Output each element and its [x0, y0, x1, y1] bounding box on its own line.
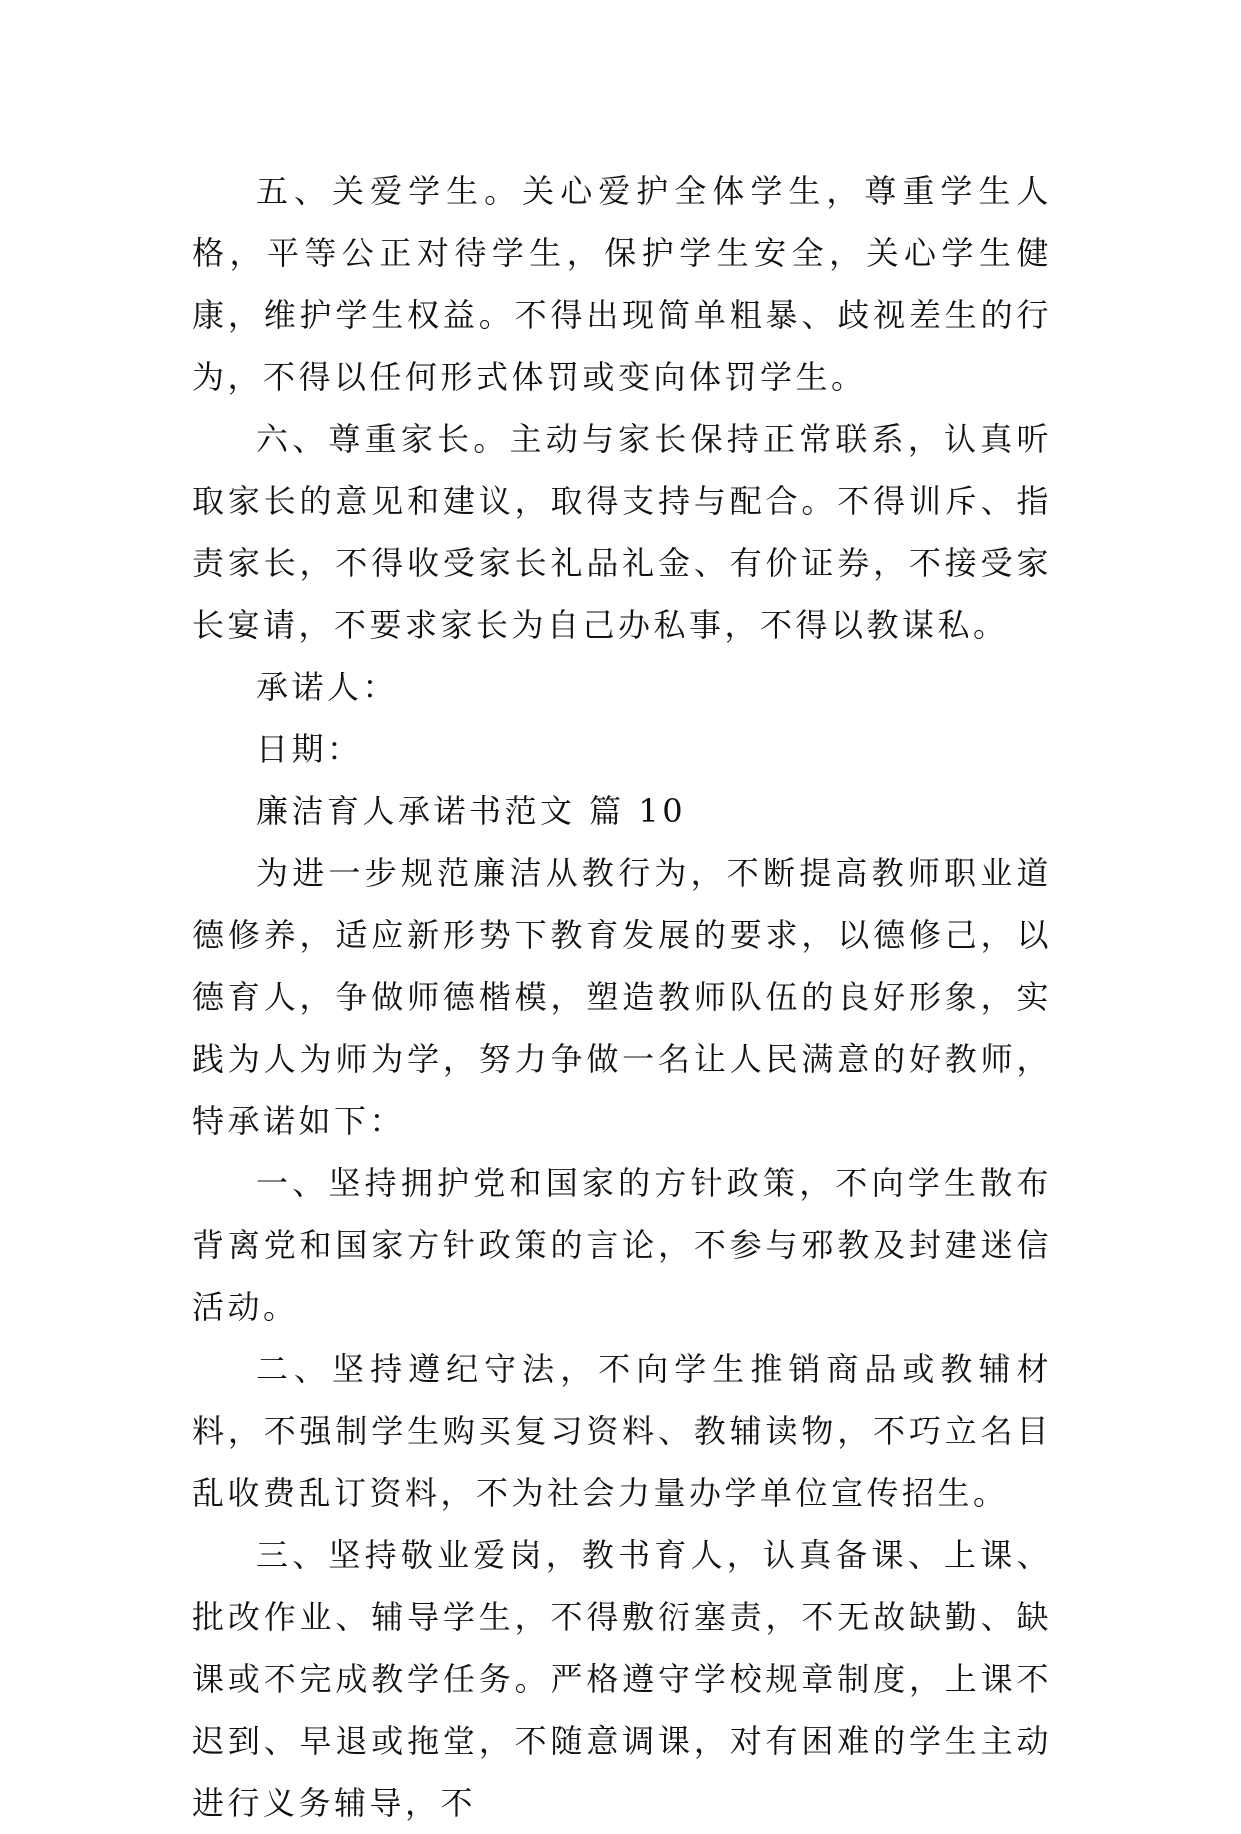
- section-heading: 廉洁育人承诺书范文 篇 10: [256, 792, 687, 830]
- paragraph-item-three: 三、坚持敬业爱岗，教书育人，认真备课、上课、批改作业、辅导学生，不得敷衍塞责，不无故缺勤、缺课或不完成教学任务。严格遵守学校规章制度，上课不迟到、早退或拖堂，不随意调课，对有困难的学生主动进行义务辅导，不: [192, 1536, 1052, 1822]
- signature-date: 日期：: [256, 730, 363, 768]
- paragraph-care-students: 五、关爱学生。关心爱护全体学生，尊重学生人格，平等公正对待学生，保护学生安全，关心学生健康，维护学生权益。不得出现简单粗暴、歧视差生的行为，不得以任何形式体罚或变向体罚学生。: [192, 172, 1052, 396]
- paragraph-item-two: 二、坚持遵纪守法，不向学生推销商品或教辅材料，不强制学生购买复习资料、教辅读物，不巧立名目乱收费乱订资料，不为社会力量办学单位宣传招生。: [192, 1350, 1052, 1512]
- paragraph-item-one: 一、坚持拥护党和国家的方针政策，不向学生散布背离党和国家方针政策的言论，不参与邪教及封建迷信活动。: [192, 1164, 1052, 1326]
- signature-promisor: 承诺人：: [256, 668, 399, 706]
- paragraph-intro: 为进一步规范廉洁从教行为，不断提高教师职业道德修养，适应新形势下教育发展的要求，以德修己，以德育人，争做师德楷模，塑造教师队伍的良好形象，实践为人为师为学，努力争做一名让人民满意的好教师，特承诺如下：: [192, 854, 1052, 1140]
- paragraph-respect-parents: 六、尊重家长。主动与家长保持正常联系，认真听取家长的意见和建议，取得支持与配合。不得训斥、指责家长，不得收受家长礼品礼金、有价证券，不接受家长宴请，不要求家长为自己办私事，不得以教谋私。: [192, 420, 1052, 644]
- document-body: [192, 160, 1052, 1834]
